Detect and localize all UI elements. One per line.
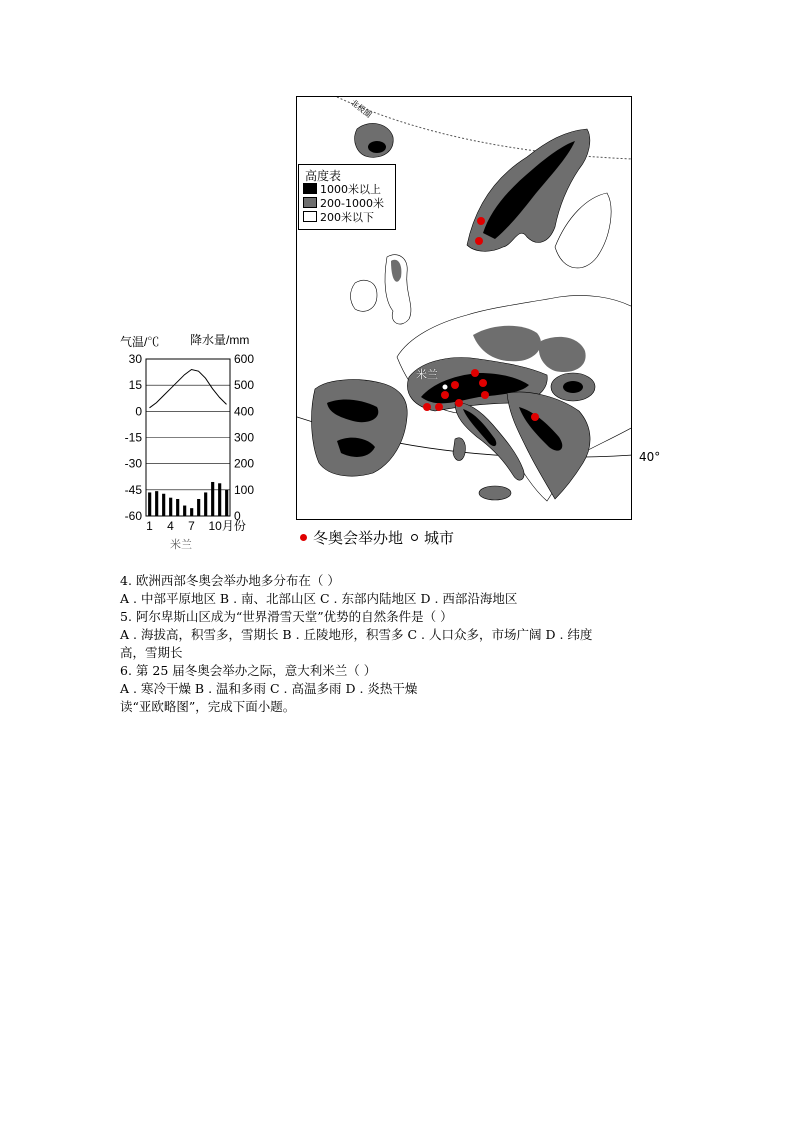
arctic-circle-label: 北极圈: [348, 97, 374, 120]
precip-tick-label: 200: [234, 456, 255, 471]
question-6-options: A . 寒冷干燥 B . 温和多雨 C . 高温多雨 D . 炎热干燥: [120, 681, 418, 696]
host-site-symbol: [300, 534, 307, 541]
ireland: [351, 280, 378, 311]
precip-bar: [162, 494, 165, 516]
precip-bar: [155, 491, 158, 516]
legend-swatch-high: [303, 183, 317, 194]
temp-tick-label: -15: [124, 430, 142, 445]
temp-tick-label: 0: [135, 404, 142, 419]
climate-chart-svg: [118, 332, 258, 554]
iceland-highland: [368, 141, 386, 153]
host-marker-oslo: [475, 237, 483, 245]
precip-bar: [211, 482, 214, 516]
host-marker-chamonix: [441, 391, 449, 399]
precip-bar: [218, 483, 221, 516]
city-marker-milan: [442, 384, 448, 390]
precip-bar: [169, 498, 172, 516]
europe-map: [296, 96, 632, 520]
precip-bar: [197, 499, 200, 516]
precip-bar: [148, 492, 151, 516]
month-tick-label: 4: [167, 519, 174, 533]
host-marker-sarajevo: [531, 413, 539, 421]
precip-bar: [190, 508, 193, 516]
question-4-options: A . 中部平原地区 B . 南、北部山区 C . 东部内陆地区 D . 西部沿海地区: [120, 591, 518, 606]
sardinia: [453, 438, 465, 461]
legend-item-mid: [303, 197, 384, 210]
eastern-peaks: [563, 381, 583, 393]
month-tick-label: 7: [188, 519, 195, 533]
host-marker-st-moritz: [451, 381, 459, 389]
climate-chart: [118, 332, 258, 554]
city-symbol: [411, 534, 418, 541]
temp-tick-label: -30: [124, 456, 142, 471]
temp-tick-label: -60: [124, 509, 142, 523]
legend-swatch-mid: [303, 197, 317, 208]
host-site-label: 冬奥会举办地: [313, 529, 404, 547]
next-section-intro: 读“亚欧略图”，完成下面小题。: [120, 699, 296, 714]
altitude-legend: [298, 164, 396, 230]
temp-tick-label: -45: [124, 482, 142, 497]
city-label: 米兰: [170, 539, 192, 551]
host-marker-garmisch: [471, 369, 479, 377]
legend-title: 高度表: [305, 169, 342, 183]
host-marker-grenoble: [423, 403, 431, 411]
temp-axis-title: 气温/℃: [120, 335, 160, 349]
precip-bar: [183, 506, 186, 516]
precip-bar: [176, 499, 179, 516]
question-5-stem: 5. 阿尔卑斯山区成为“世界滑雪天堂”优势的自然条件是（ ）: [120, 609, 453, 624]
temp-tick-label: 30: [128, 352, 142, 366]
host-marker-turin: [455, 399, 463, 407]
precip-bar: [225, 490, 228, 516]
question-4-stem: 4. 欧洲西部冬奥会举办地多分布在（ ）: [120, 573, 340, 588]
precip-tick-label: 100: [234, 482, 255, 497]
temperature-line: [150, 370, 227, 408]
host-marker-cortina: [481, 391, 489, 399]
legend-label-mid: 200-1000米: [320, 197, 384, 210]
finland: [555, 193, 611, 268]
precip-tick-label: 400: [234, 404, 255, 419]
host-marker-albertville: [435, 403, 443, 411]
month-tick-label: 10月份: [208, 519, 246, 533]
legend-swatch-low: [303, 211, 317, 222]
precip-tick-label: 600: [234, 352, 255, 366]
month-tick-label: 1: [146, 519, 153, 533]
host-marker-lillehammer: [477, 217, 485, 225]
europe-map-svg: [297, 97, 632, 520]
question-5-options-line2: 高，雪期长: [120, 645, 183, 660]
latitude-40-label: 40°: [639, 450, 661, 464]
precip-tick-label: 300: [234, 430, 255, 445]
host-marker-innsbruck: [479, 379, 487, 387]
precip-bar: [204, 492, 207, 516]
map-symbol-legend: [300, 527, 454, 548]
city-symbol-label: 城市: [424, 529, 455, 547]
milan-label: 米兰: [416, 368, 438, 381]
legend-label-low: 200米以下: [320, 211, 374, 224]
question-5-options-line1: A . 海拔高，积雪多，雪期长 B . 丘陵地形，积雪多 C . 人口众多，市场广阔 D . 纬度: [120, 627, 593, 642]
precip-tick-label: 0: [234, 509, 241, 523]
iberian-peninsula: [312, 380, 408, 477]
precip-tick-label: 500: [234, 378, 255, 393]
question-6-stem: 6. 第 25 届冬奥会举办之际，意大利米兰（ ）: [120, 663, 377, 678]
legend-label-high: 1000米以上: [320, 183, 381, 196]
precip-axis-title: 降水量/mm: [190, 333, 250, 347]
legend-item-high: [303, 183, 381, 196]
sicily: [479, 486, 511, 500]
temp-tick-label: 15: [128, 378, 142, 393]
legend-item-low: [303, 211, 374, 224]
